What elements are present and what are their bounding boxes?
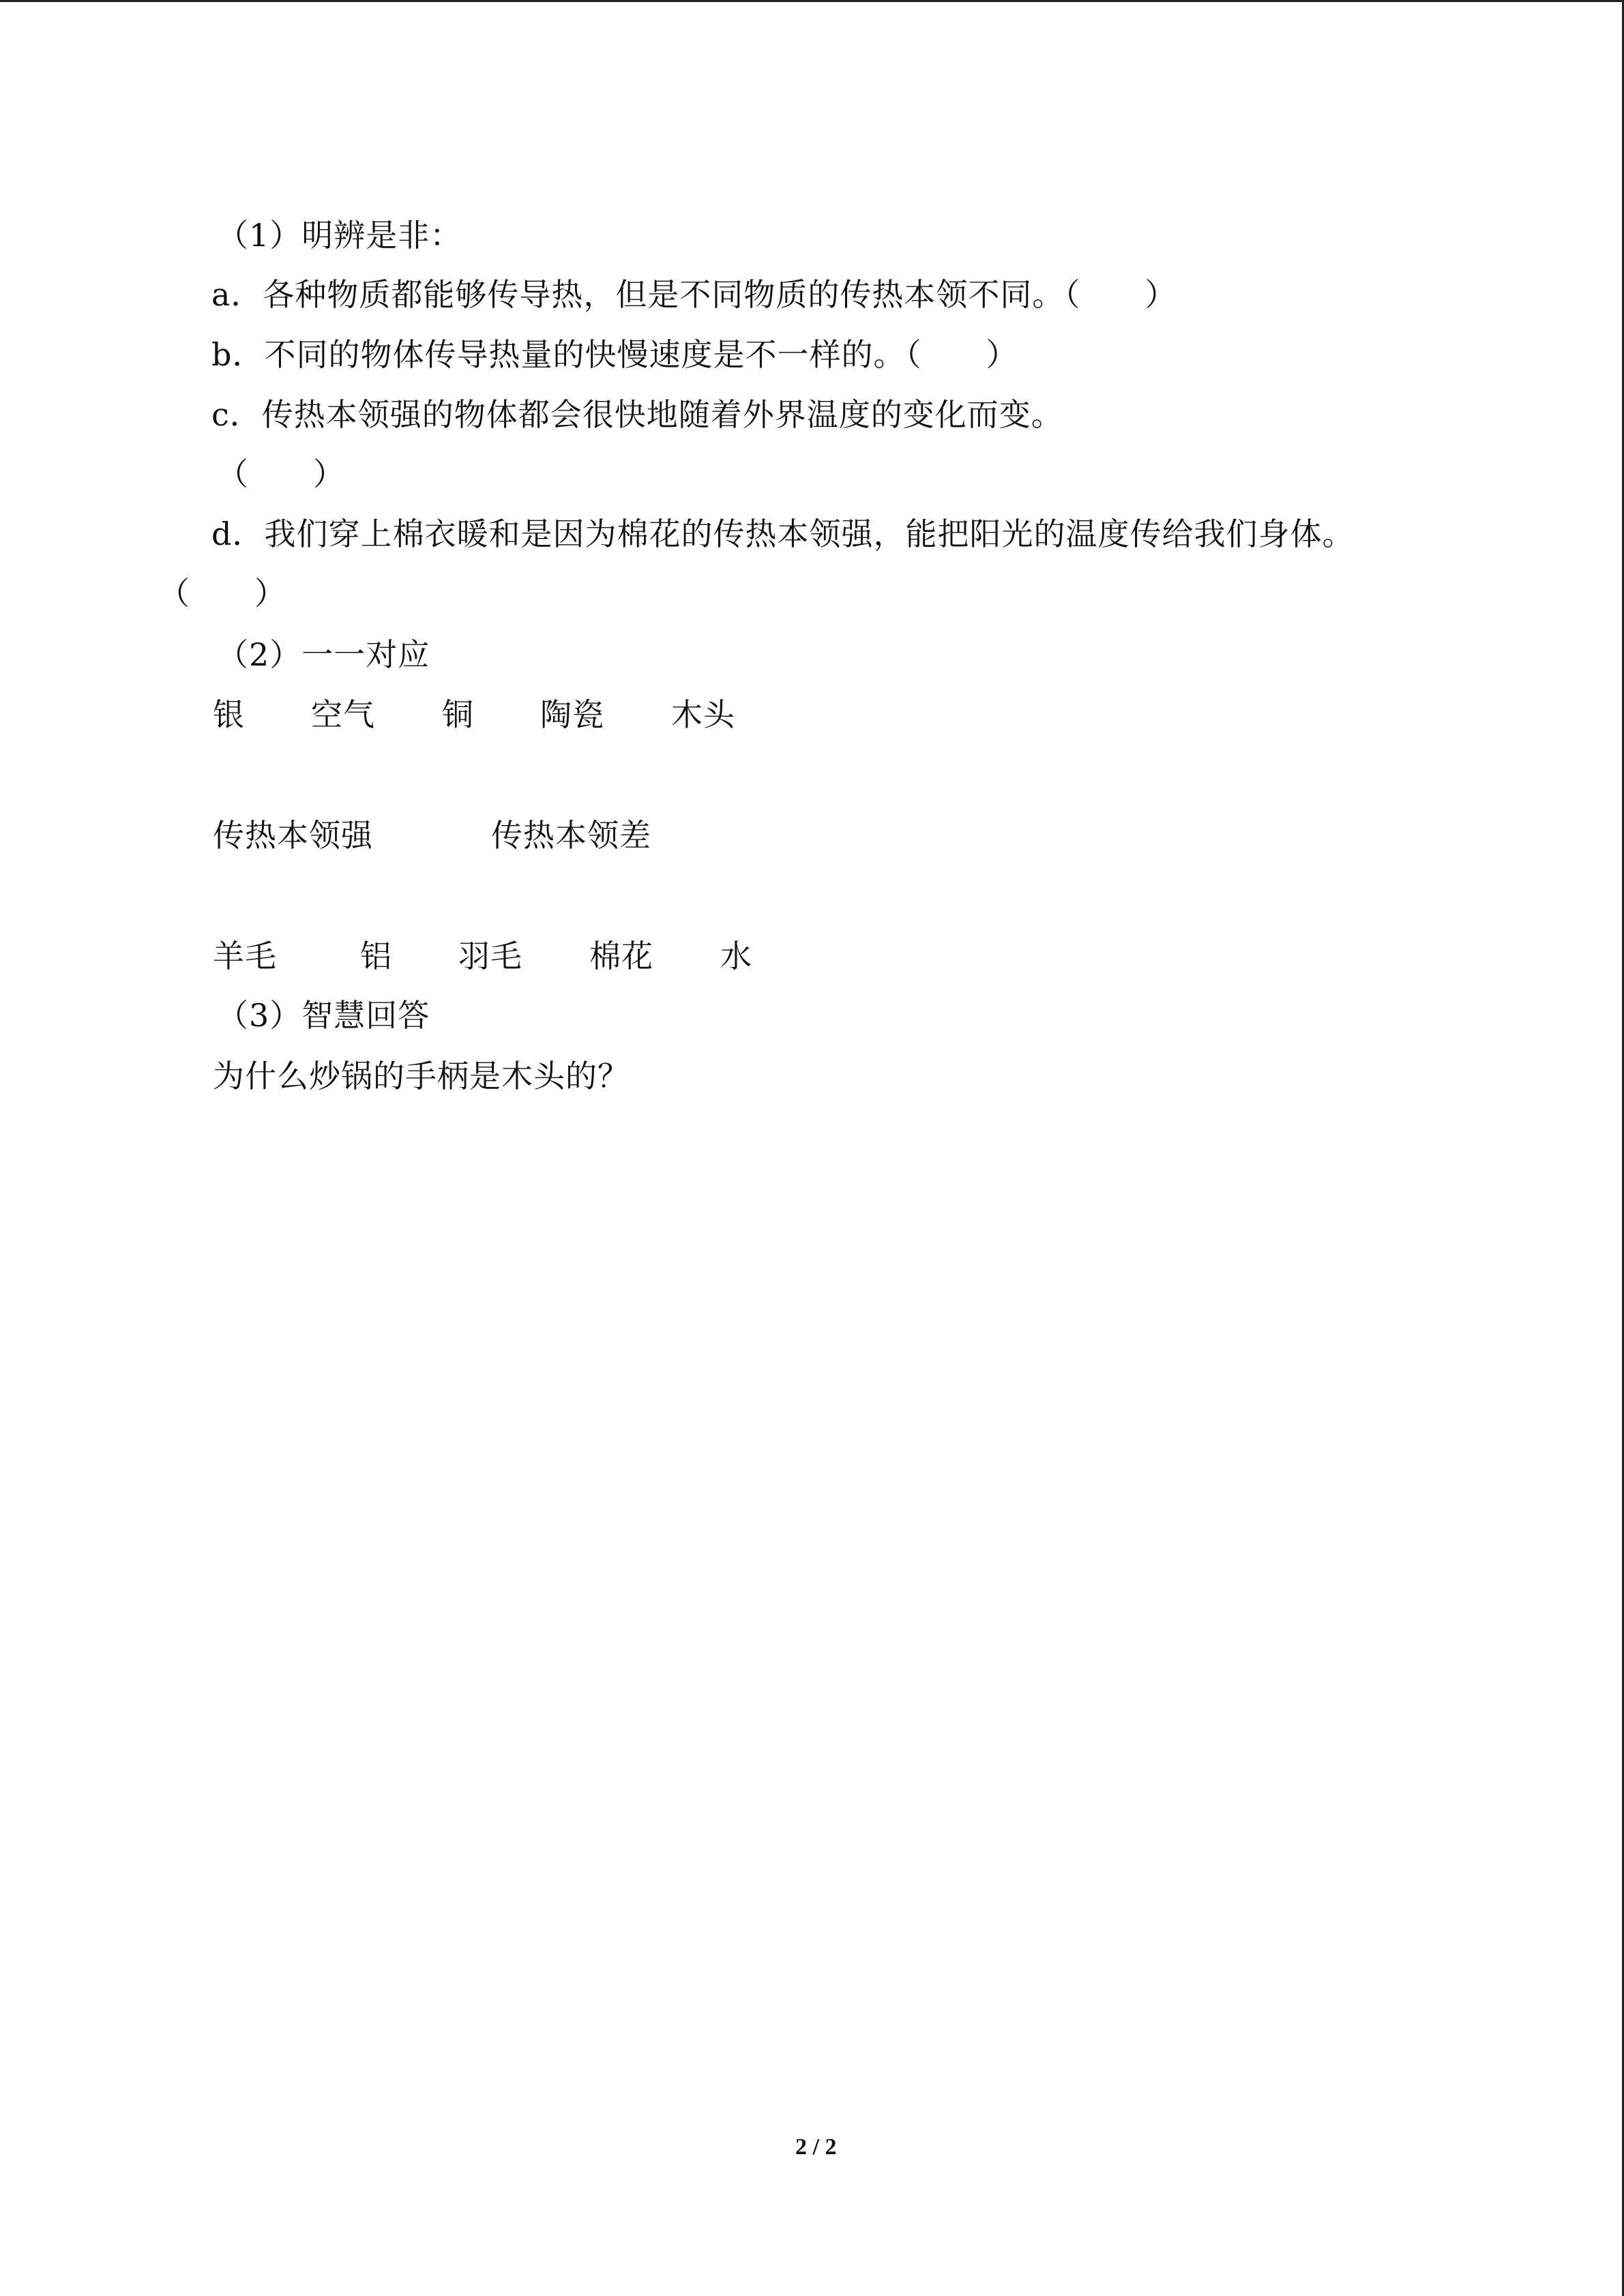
material-item: 水 — [720, 938, 752, 974]
material-item: 羽毛 — [458, 938, 522, 974]
category-strong-conductor: 传热本领强 — [213, 817, 373, 854]
statement-c: c．传热本领强的物体都会很快地随着外界温度的变化而变。 — [211, 396, 1063, 433]
statement-c-answer-paren: （ ） — [217, 456, 345, 492]
material-item: 银 — [213, 696, 245, 733]
statement-d-answer-paren: （ ） — [158, 575, 286, 612]
page-number: 2 / 2 — [795, 2134, 837, 2160]
statement-a: a．各种物质都能够传导热，但是不同物质的传热本领不同。（ ） — [211, 276, 1177, 313]
section-3-question: 为什么炒锅的手柄是木头的？ — [213, 1058, 630, 1094]
material-item: 铜 — [442, 696, 474, 733]
material-item: 棉花 — [589, 938, 653, 974]
section-3-title: （3）智慧回答 — [217, 997, 430, 1034]
material-item: 羊毛 — [213, 938, 277, 974]
section-2-title: （2）一一对应 — [217, 636, 430, 673]
material-item: 陶瓷 — [540, 696, 604, 733]
statement-d: d．我们穿上棉衣暖和是因为棉花的传热本领强，能把阳光的温度传给我们身体。 — [211, 516, 1355, 552]
statement-b: b．不同的物体传导热量的快慢速度是不一样的。（ ） — [211, 336, 1018, 373]
material-item: 木头 — [671, 696, 735, 733]
material-item: 铝 — [360, 938, 392, 974]
category-poor-conductor: 传热本领差 — [491, 817, 651, 854]
section-1-title: （1）明辨是非： — [217, 217, 462, 254]
material-item: 空气 — [311, 696, 375, 733]
